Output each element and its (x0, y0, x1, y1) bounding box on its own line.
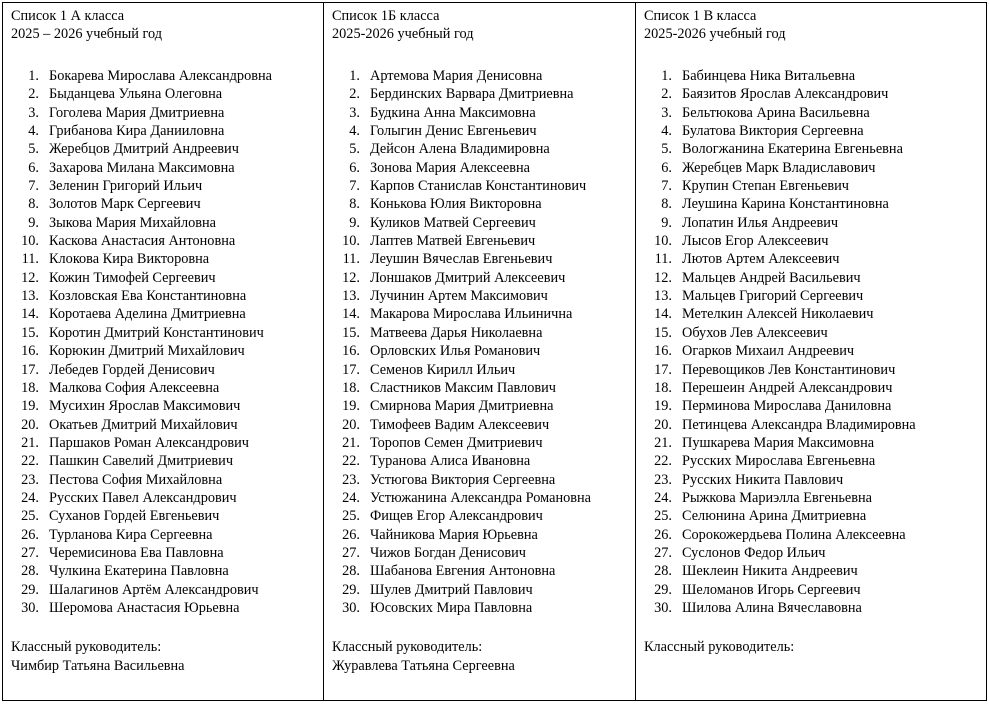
student-item (11, 581, 317, 599)
student-name: Лоншаков Дмитрий Алексеевич (370, 269, 566, 286)
student-number: 11. (342, 251, 360, 268)
student-name: Тимофеев Вадим Алексеевич (370, 416, 550, 433)
student-item (332, 507, 629, 525)
student-item (644, 67, 980, 85)
student-name: Бердинских Варвара Дмитриевна (370, 86, 574, 103)
student-name: Будкина Анна Максимовна (370, 104, 536, 121)
student-name: Шилова Алина Вячеславовна (682, 599, 862, 616)
class-title: Список 1 В класса (644, 8, 757, 24)
student-item (644, 195, 980, 213)
student-name: Устюгова Виктория Сергеевна (370, 471, 556, 488)
student-item (332, 397, 629, 415)
student-number: 20. (342, 416, 360, 433)
student-item (11, 122, 317, 140)
student-name: Вологжанина Екатерина Евгеньевна (682, 141, 903, 158)
student-number: 9. (349, 214, 360, 231)
student-list (644, 67, 980, 617)
student-number: 21. (342, 434, 360, 451)
student-item (644, 305, 980, 323)
student-number: 7. (661, 178, 672, 195)
class-column-1b (324, 3, 636, 700)
student-number: 19. (654, 398, 672, 415)
student-item (644, 232, 980, 250)
school-year: 2025-2026 учебный год (332, 26, 474, 42)
student-item (644, 214, 980, 232)
student-name: Куликов Матвей Сергеевич (370, 214, 536, 231)
student-name: Матвеева Дарья Николаевна (370, 324, 543, 341)
student-name: Чайникова Мария Юрьевна (370, 526, 538, 543)
student-list (332, 67, 629, 617)
student-item (11, 599, 317, 617)
teacher-block (11, 635, 317, 673)
student-item (644, 526, 980, 544)
student-item (644, 416, 980, 434)
student-number: 1. (349, 68, 360, 84)
student-number: 23. (654, 471, 672, 488)
student-item (332, 214, 629, 232)
student-number: 28. (342, 563, 360, 580)
student-number: 22. (654, 453, 672, 470)
student-number: 14. (342, 306, 360, 323)
student-item (332, 305, 629, 323)
student-item (332, 416, 629, 434)
student-name: Быданцева Ульяна Олеговна (49, 86, 223, 103)
student-name: Конькова Юлия Викторовна (370, 196, 542, 213)
student-number: 8. (28, 196, 39, 213)
student-number: 2. (661, 86, 672, 103)
student-number: 5. (28, 141, 39, 158)
student-item (11, 232, 317, 250)
student-number: 10. (654, 233, 672, 250)
student-item (332, 195, 629, 213)
student-item (11, 379, 317, 397)
student-number: 3. (349, 104, 360, 121)
student-number: 25. (342, 508, 360, 525)
student-item (11, 269, 317, 287)
student-item (11, 397, 317, 415)
teacher-block (332, 635, 629, 673)
student-name: Лебедев Гордей Денисович (49, 361, 215, 378)
student-name: Лопатин Илья Андреевич (682, 214, 839, 231)
school-year: 2025-2026 учебный год (644, 26, 786, 42)
student-number: 12. (21, 269, 39, 286)
student-item (332, 67, 629, 85)
student-item (644, 361, 980, 379)
student-name: Фищев Егор Александрович (370, 508, 543, 525)
student-name: Лысов Егор Алексеевич (682, 233, 829, 250)
student-number: 26. (21, 526, 39, 543)
student-item (644, 269, 980, 287)
student-name: Чижов Богдан Денисович (370, 544, 526, 561)
student-name: Суханов Гордей Евгеньевич (49, 508, 220, 525)
student-number: 12. (654, 269, 672, 286)
student-number: 11. (21, 251, 39, 268)
student-number: 11. (654, 251, 672, 268)
student-number: 28. (654, 563, 672, 580)
student-number: 25. (21, 508, 39, 525)
student-item (644, 159, 980, 177)
student-number: 7. (349, 178, 360, 195)
student-name: Корюкин Дмитрий Михайлович (49, 343, 245, 360)
student-name: Лютов Артем Алексеевич (682, 251, 840, 268)
student-item (644, 397, 980, 415)
student-name: Каскова Анастасия Антоновна (49, 233, 236, 250)
teacher-label: Классный руководитель: (644, 639, 795, 656)
student-number: 10. (342, 233, 360, 250)
teacher-label: Классный руководитель: (11, 639, 162, 656)
student-name: Пашкин Савелий Дмитриевич (49, 453, 234, 470)
student-number: 9. (661, 214, 672, 231)
student-item (11, 416, 317, 434)
student-number: 6. (28, 159, 39, 176)
student-name: Дейсон Алена Владимировна (370, 141, 550, 158)
class-column-1v (636, 3, 986, 700)
student-item (332, 232, 629, 250)
student-item (644, 324, 980, 342)
student-number: 3. (28, 104, 39, 121)
student-name: Семенов Кирилл Ильич (370, 361, 516, 378)
student-number: 1. (28, 68, 39, 84)
student-name: Перевощиков Лев Константинович (682, 361, 896, 378)
student-item (332, 269, 629, 287)
student-name: Пушкарева Мария Максимовна (682, 434, 875, 451)
student-name: Бокарева Мирослава Александровна (49, 68, 272, 84)
student-item (644, 471, 980, 489)
student-number: 22. (342, 453, 360, 470)
student-number: 25. (654, 508, 672, 525)
student-number: 3. (661, 104, 672, 121)
student-number: 30. (342, 599, 360, 616)
student-name: Огарков Михаил Андреевич (682, 343, 855, 360)
student-name: Туранова Алиса Ивановна (370, 453, 531, 470)
student-name: Шулев Дмитрий Павлович (370, 581, 533, 598)
student-item (332, 489, 629, 507)
student-number: 4. (661, 123, 672, 140)
student-item (644, 599, 980, 617)
student-item (11, 214, 317, 232)
student-number: 17. (342, 361, 360, 378)
student-number: 17. (654, 361, 672, 378)
student-item (11, 471, 317, 489)
student-item (644, 544, 980, 562)
student-item (644, 507, 980, 525)
student-number: 24. (654, 489, 672, 506)
student-name: Русских Мирослава Евгеньевна (682, 453, 876, 470)
student-item (644, 562, 980, 580)
student-item (644, 489, 980, 507)
student-name: Перминова Мирослава Даниловна (682, 398, 892, 415)
student-item (332, 581, 629, 599)
student-name: Русских Никита Павлович (682, 471, 844, 488)
student-item (332, 379, 629, 397)
student-item (644, 122, 980, 140)
student-item (332, 104, 629, 122)
student-name: Пестова София Михайловна (49, 471, 223, 488)
student-name: Леушина Карина Константиновна (682, 196, 889, 213)
student-number: 15. (21, 324, 39, 341)
student-item (332, 159, 629, 177)
student-item (332, 471, 629, 489)
student-name: Русских Павел Александрович (49, 489, 237, 506)
student-name: Лаптев Матвей Евгеньевич (370, 233, 536, 250)
student-number: 20. (21, 416, 39, 433)
student-name: Орловских Илья Романович (370, 343, 541, 360)
student-name: Бельтюкова Арина Васильевна (682, 104, 870, 121)
student-item (644, 287, 980, 305)
student-number: 19. (21, 398, 39, 415)
student-item (11, 159, 317, 177)
class-lists-table (2, 2, 987, 701)
student-item (332, 287, 629, 305)
student-name: Перешеин Андрей Александрович (682, 379, 893, 396)
student-name: Лучинин Артем Максимович (370, 288, 548, 305)
student-list (11, 67, 317, 617)
student-name: Метелкин Алексей Николаевич (682, 306, 874, 323)
student-name: Торопов Семен Дмитриевич (370, 434, 543, 451)
student-name: Жеребцев Марк Владиславович (682, 159, 876, 176)
student-number: 16. (654, 343, 672, 360)
student-number: 24. (342, 489, 360, 506)
student-number: 17. (21, 361, 39, 378)
student-item (11, 342, 317, 360)
student-number: 4. (28, 123, 39, 140)
student-item (644, 177, 980, 195)
student-name: Селюнина Арина Дмитриевна (682, 508, 867, 525)
student-item (11, 85, 317, 103)
student-number: 5. (661, 141, 672, 158)
student-item (332, 342, 629, 360)
student-name: Баязитов Ярослав Александрович (682, 86, 889, 103)
student-item (11, 287, 317, 305)
student-number: 29. (654, 581, 672, 598)
student-item (644, 85, 980, 103)
teacher-block (644, 635, 980, 659)
student-item (644, 379, 980, 397)
teacher-name: Чимбир Татьяна Васильевна (11, 658, 185, 675)
student-name: Золотов Марк Сергеевич (49, 196, 201, 213)
student-name: Голыгин Денис Евгеньевич (370, 123, 537, 140)
student-number: 5. (349, 141, 360, 158)
student-number: 29. (342, 581, 360, 598)
student-name: Сластников Максим Павлович (370, 379, 556, 396)
student-number: 21. (654, 434, 672, 451)
student-item (11, 544, 317, 562)
student-name: Макарова Мирослава Ильинична (370, 306, 573, 323)
student-item (11, 104, 317, 122)
class-title: Список 1 А класса (11, 8, 125, 24)
student-number: 19. (342, 398, 360, 415)
student-item (332, 562, 629, 580)
student-number: 13. (21, 288, 39, 305)
student-item (332, 250, 629, 268)
teacher-label: Классный руководитель: (332, 639, 483, 656)
student-item (332, 599, 629, 617)
student-item (644, 452, 980, 470)
student-name: Кожин Тимофей Сергеевич (49, 269, 216, 286)
student-item (11, 195, 317, 213)
student-item (11, 489, 317, 507)
student-name: Зеленин Григорий Ильич (49, 178, 203, 195)
student-name: Бабинцева Ника Витальевна (682, 68, 856, 84)
student-name: Леушин Вячеслав Евгеньевич (370, 251, 553, 268)
student-name: Шеломанов Игорь Сергеевич (682, 581, 861, 598)
student-name: Сорокожердьева Полина Алексеевна (682, 526, 906, 543)
student-name: Рыжкова Мариэлла Евгеньевна (682, 489, 872, 506)
student-item (11, 67, 317, 85)
student-name: Паршаков Роман Александрович (49, 434, 249, 451)
student-item (644, 434, 980, 452)
student-number: 26. (654, 526, 672, 543)
student-number: 2. (349, 86, 360, 103)
student-number: 8. (349, 196, 360, 213)
student-name: Шабанова Евгения Антоновна (370, 563, 556, 580)
student-name: Крупин Степан Евгеньевич (682, 178, 849, 195)
student-number: 4. (349, 123, 360, 140)
student-number: 15. (654, 324, 672, 341)
student-number: 24. (21, 489, 39, 506)
student-item (644, 250, 980, 268)
student-name: Петинцева Александра Владимировна (682, 416, 916, 433)
student-number: 21. (21, 434, 39, 451)
student-number: 29. (21, 581, 39, 598)
student-number: 7. (28, 178, 39, 195)
student-name: Обухов Лев Алексеевич (682, 324, 828, 341)
student-item (332, 361, 629, 379)
student-name: Козловская Ева Константиновна (49, 288, 247, 305)
student-number: 27. (654, 544, 672, 561)
student-item (644, 342, 980, 360)
student-number: 18. (654, 379, 672, 396)
student-number: 9. (28, 214, 39, 231)
student-item (332, 324, 629, 342)
student-item (11, 361, 317, 379)
student-number: 27. (342, 544, 360, 561)
student-name: Шеклеин Никита Андреевич (682, 563, 858, 580)
student-number: 22. (21, 453, 39, 470)
student-number: 10. (21, 233, 39, 250)
student-name: Мальцев Андрей Васильевич (682, 269, 861, 286)
student-name: Устюжанина Александра Романовна (370, 489, 591, 506)
student-name: Артемова Мария Денисовна (370, 68, 543, 84)
student-name: Юсовских Мира Павловна (370, 599, 533, 616)
student-number: 8. (661, 196, 672, 213)
student-name: Коротаева Аделина Дмитриевна (49, 306, 246, 323)
student-item (332, 452, 629, 470)
student-name: Суслонов Федор Ильич (682, 544, 826, 561)
student-name: Зонова Мария Алексеевна (370, 159, 530, 176)
student-name: Малкова София Алексеевна (49, 379, 220, 396)
student-number: 13. (342, 288, 360, 305)
student-number: 30. (654, 599, 672, 616)
student-item (332, 177, 629, 195)
student-name: Мальцев Григорий Сергеевич (682, 288, 864, 305)
student-number: 6. (661, 159, 672, 176)
student-item (11, 452, 317, 470)
student-item (332, 122, 629, 140)
student-item (11, 177, 317, 195)
student-number: 30. (21, 599, 39, 616)
student-item (11, 507, 317, 525)
student-item (332, 526, 629, 544)
student-name: Гоголева Мария Дмитриевна (49, 104, 225, 121)
student-item (332, 434, 629, 452)
student-item (644, 581, 980, 599)
student-item (11, 526, 317, 544)
student-number: 18. (342, 379, 360, 396)
student-item (11, 305, 317, 323)
student-number: 14. (21, 306, 39, 323)
student-name: Окатьев Дмитрий Михайлович (49, 416, 238, 433)
student-item (11, 250, 317, 268)
student-number: 2. (28, 86, 39, 103)
student-item (11, 324, 317, 342)
student-number: 15. (342, 324, 360, 341)
student-name: Черемисинова Ева Павловна (49, 544, 224, 561)
student-number: 26. (342, 526, 360, 543)
student-name: Булатова Виктория Сергеевна (682, 123, 864, 140)
student-name: Чулкина Екатерина Павловна (49, 563, 229, 580)
student-name: Зыкова Мария Михайловна (49, 214, 216, 231)
student-name: Мусихин Ярослав Максимович (49, 398, 241, 415)
class-column-1a (3, 3, 324, 700)
student-number: 27. (21, 544, 39, 561)
student-name: Грибанова Кира Данииловна (49, 123, 225, 140)
student-number: 28. (21, 563, 39, 580)
student-number: 18. (21, 379, 39, 396)
class-title: Список 1Б класса (332, 8, 440, 24)
student-number: 14. (654, 306, 672, 323)
student-number: 16. (21, 343, 39, 360)
student-number: 13. (654, 288, 672, 305)
student-item (11, 434, 317, 452)
school-year: 2025 – 2026 учебный год (11, 26, 163, 42)
student-item (644, 140, 980, 158)
student-number: 1. (661, 68, 672, 84)
student-item (332, 140, 629, 158)
student-number: 23. (342, 471, 360, 488)
student-item (332, 85, 629, 103)
teacher-name: Журавлева Татьяна Сергеевна (332, 658, 515, 675)
student-name: Шеромова Анастасия Юрьевна (49, 599, 240, 616)
student-item (644, 104, 980, 122)
student-name: Турланова Кира Сергеевна (49, 526, 213, 543)
student-name: Захарова Милана Максимовна (49, 159, 235, 176)
student-name: Клокова Кира Викторовна (49, 251, 210, 268)
student-item (11, 562, 317, 580)
student-name: Шалагинов Артём Александрович (49, 581, 259, 598)
student-number: 23. (21, 471, 39, 488)
student-item (332, 544, 629, 562)
student-number: 20. (654, 416, 672, 433)
student-name: Жеребцов Дмитрий Андреевич (49, 141, 239, 158)
student-number: 12. (342, 269, 360, 286)
student-number: 6. (349, 159, 360, 176)
student-item (11, 140, 317, 158)
student-number: 16. (342, 343, 360, 360)
student-name: Коротин Дмитрий Константинович (49, 324, 264, 341)
student-name: Карпов Станислав Константинович (370, 178, 587, 195)
student-name: Смирнова Мария Дмитриевна (370, 398, 554, 415)
